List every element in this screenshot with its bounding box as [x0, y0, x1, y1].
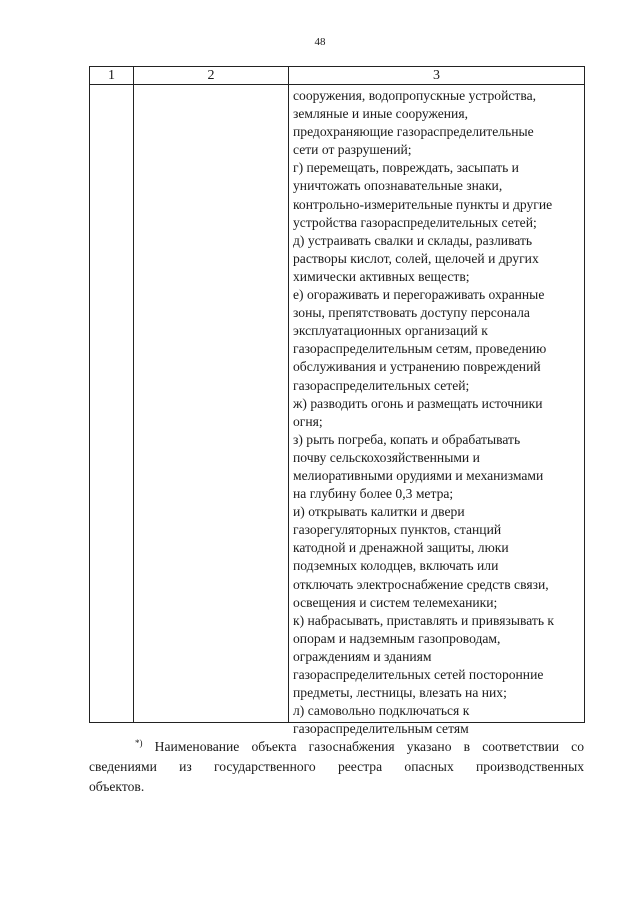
footnote-line-3: объектов. [89, 779, 145, 794]
table-cell-col2 [134, 85, 289, 723]
footnote-marker: *) [135, 738, 143, 748]
text-line: ограждениям и зданиям [293, 648, 432, 664]
text-line: растворы кислот, солей, щелочей и других [293, 250, 539, 266]
text-line: зоны, препятствовать доступу персонала [293, 305, 530, 321]
page-number: 48 [314, 36, 326, 48]
text-line: з) рыть погреба, копать и обрабатывать [293, 431, 521, 447]
text-line: газораспределительных сетей посторонние [293, 667, 544, 682]
text-line: газораспределительным сетям, проведению [293, 341, 547, 357]
table-header-row [90, 67, 585, 85]
text-line: сооружения, водопропускные устройства, [293, 88, 537, 103]
text-line: предохраняющие газораспределительные [293, 124, 534, 140]
text-line: обслуживания и устранению повреждений [293, 359, 541, 375]
footnote-line-2: сведениями из государственного реестра опасных производственных [89, 759, 584, 774]
column-header-2: 2 [134, 67, 289, 85]
text-line: г) перемещать, повреждать, засыпать и [293, 160, 519, 176]
text-line: опорам и надземным газопроводам, [293, 630, 501, 646]
text-line: мелиоративными орудиями и механизмами [293, 467, 544, 483]
text-line: сети от разрушений; [293, 142, 412, 158]
text-line: почву сельскохозяйственными и [293, 449, 480, 465]
text-line: газораспределительных сетей; [293, 377, 470, 393]
text-line: эксплуатационных организаций к [293, 323, 488, 339]
document-table [89, 66, 585, 737]
column-header-1: 1 [90, 67, 134, 85]
text-line: л) самовольно подключаться к [293, 703, 470, 719]
footnote-line-1-text: Наименование объекта газоснабжения указано в соответствии со [154, 739, 584, 754]
text-line: газорегуляторных пунктов, станций [293, 522, 502, 538]
text-line: уничтожать опознавательные знаки, [293, 178, 503, 194]
table-row [90, 85, 585, 723]
text-line: к) набрасывать, приставлять и привязывать к [293, 612, 555, 628]
text-line: ж) разводить огонь и размещать источники [293, 395, 543, 411]
text-line: химически активных веществ; [293, 268, 470, 284]
footnote-line-1 [89, 737, 584, 757]
text-line: газораспределительным сетям [293, 721, 469, 737]
text-line: е) огораживать и перегораживать охранные [293, 287, 545, 303]
text-line: катодной и дренажной защиты, люки [293, 540, 509, 556]
text-line: контрольно-измерительные пункты и другие [293, 196, 553, 212]
column-header-3: 3 [289, 67, 585, 85]
text-line: земляные и иные сооружения, [293, 106, 468, 122]
text-line: устройства газораспределительных сетей; [293, 214, 537, 230]
text-line: отключать электроснабжение средств связи, [293, 576, 549, 592]
text-line: огня; [293, 413, 323, 429]
footnote [89, 737, 584, 797]
text-line: подземных колодцев, включать или [293, 558, 499, 574]
text-line: и) открывать калитки и двери [293, 504, 465, 520]
text-line: д) устраивать свалки и склады, разливать [293, 232, 533, 248]
text-line: освещения и систем телемеханики; [293, 594, 498, 610]
text-line: на глубину более 0,3 метра; [293, 486, 454, 502]
table-cell-col3 [289, 85, 585, 737]
text-line: предметы, лестницы, влезать на них; [293, 685, 507, 701]
prohibitions-text [289, 85, 584, 737]
table-cell-col1 [90, 85, 134, 723]
